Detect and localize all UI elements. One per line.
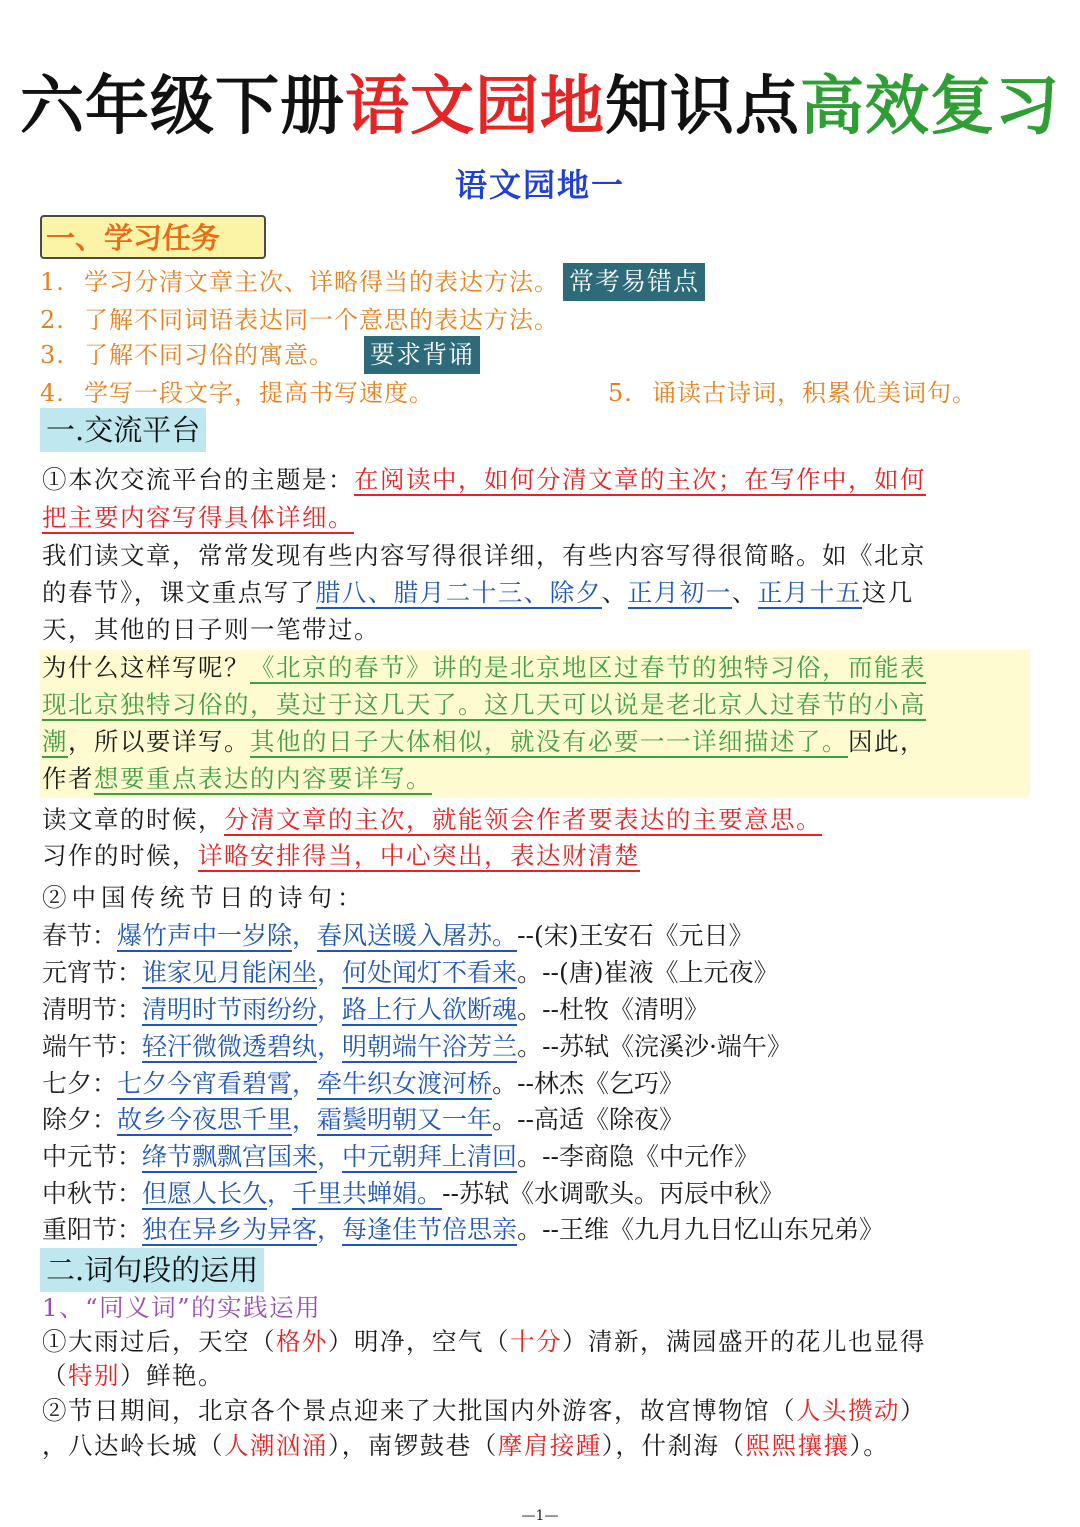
poem-verse: 每逢佳节倍思亲 — [342, 1215, 518, 1244]
poem-line — [42, 1139, 759, 1175]
why-text: 潮 — [42, 727, 68, 756]
why-text: 现北京独特习俗的，莫过于这几天了。这几天可以说是老北京人过春节的小高 — [42, 690, 926, 719]
subtitle: 语文园地一 — [454, 166, 625, 204]
poem-verse: 爆竹声中一岁除 — [117, 921, 293, 950]
poem-line — [42, 1066, 684, 1102]
tag-frequent-error: 常考易错点 — [563, 263, 705, 301]
poem-verse: 故乡今夜思千里 — [117, 1105, 293, 1134]
festival-name: 春节： — [42, 921, 118, 950]
text: 、 — [731, 578, 758, 607]
poem-source: 。--高适《除夜》 — [492, 1105, 684, 1134]
writing-key: 详略安排得当，中心突出，表达财清楚 — [198, 841, 640, 870]
text: ），什刹海（ — [601, 1431, 746, 1460]
title-part-grade: 六年级下册 — [20, 70, 345, 144]
poem-line — [42, 992, 709, 1028]
text: 习作的时候， — [42, 841, 198, 870]
poem-source: 。--苏轼《浣溪沙·端午》 — [517, 1032, 792, 1061]
why-line — [42, 761, 432, 797]
poem-sep: ， — [317, 1215, 343, 1244]
text: 的春节》，课文重点写了 — [42, 578, 316, 607]
answer-word: 人头攒动 — [796, 1396, 900, 1425]
festival-name: 中元节： — [42, 1142, 143, 1171]
festival-name: 清明节： — [42, 995, 143, 1024]
poem-verse: 但愿人长久 — [142, 1179, 268, 1208]
festival-name: 七夕： — [42, 1069, 118, 1098]
poem-verse: 轻汗微微透碧纨 — [142, 1032, 318, 1061]
highlight-dates: 正月初一 — [627, 578, 732, 607]
task-item — [40, 373, 434, 408]
task-item — [40, 300, 559, 335]
text: ，所以要详写。 — [68, 727, 250, 756]
reading-line — [42, 802, 822, 838]
theme-line — [42, 500, 354, 536]
why-line — [42, 724, 926, 760]
poem-verse: 路上行人欲断魂 — [342, 995, 518, 1024]
task-text: 了解不同词语表达同一个意思的表达方法。 — [84, 306, 559, 334]
text: ②节日期间，北京各个景点迎来了大批国内外游客，故宫博物馆（ — [42, 1396, 796, 1425]
poem-heading: ②中国传统节日的诗句： — [42, 883, 367, 912]
sentence-line — [42, 1428, 889, 1464]
writing-line — [42, 838, 640, 874]
poem-source: 。--王维《九月九日忆山东兄弟》 — [517, 1215, 884, 1244]
poem-sep: ， — [267, 1179, 293, 1208]
task-item — [608, 373, 977, 408]
answer-word: 摩肩接踵 — [497, 1431, 602, 1460]
highlight-dates: 正月十五 — [757, 578, 862, 607]
sentence-line — [42, 1393, 926, 1429]
why-line — [42, 650, 926, 686]
text: ） — [900, 1396, 926, 1425]
text: ）鲜艳。 — [120, 1361, 224, 1390]
poem-line — [42, 918, 753, 954]
sentence-line — [42, 1324, 926, 1360]
why-lead: 为什么这样写呢？ — [42, 653, 250, 682]
text: ，八达岭长城（ — [42, 1431, 224, 1460]
theme-lead: ①本次交流平台的主题是： — [42, 465, 354, 494]
title-part-knowledge: 知识点 — [605, 70, 800, 144]
poem-source: 。--杜牧《清明》 — [517, 995, 709, 1024]
task-number: 3. — [40, 341, 65, 369]
text: ）。 — [849, 1431, 890, 1460]
theme-text: 在阅读中，如何分清文章的主次；在写作中，如何 — [354, 465, 926, 494]
tag-recite: 要求背诵 — [364, 336, 480, 374]
theme-text: 把主要内容写得具体详细。 — [42, 503, 354, 532]
why-text: 想要重点表达的内容要详写。 — [94, 764, 432, 793]
text: ）清新，满园盛开的花儿也显得 — [562, 1327, 926, 1356]
task-text: 了解不同习俗的寓意。 — [84, 341, 334, 369]
poem-verse: 牵牛织女渡河桥 — [317, 1069, 493, 1098]
poem-line — [42, 955, 778, 991]
section-header-exchange: 一.交流平台 — [40, 408, 206, 452]
task-text: 诵读古诗词，积累优美词句。 — [652, 379, 977, 407]
poem-line — [42, 1029, 792, 1065]
section-header-words: 二.词句段的运用 — [40, 1248, 264, 1292]
task-header: 一、学习任务 — [40, 215, 266, 259]
poem-verse: 春风送暖入屠苏。 — [317, 921, 518, 950]
task-number: 5. — [608, 379, 633, 407]
text: 作者 — [42, 764, 94, 793]
text: 、 — [601, 578, 628, 607]
poem-verse: 明朝端午浴芳兰 — [342, 1032, 518, 1061]
why-text: 其他的日子大体相似，就没有必要一一详细描述了。 — [250, 727, 848, 756]
task-text: 学习分清文章主次、详略得当的表达方法。 — [84, 268, 559, 296]
page-title — [0, 62, 1080, 152]
poem-verse: 霜鬓明朝又一年 — [317, 1105, 493, 1134]
poem-sep: ， — [317, 958, 343, 987]
text: 这几 — [861, 578, 914, 607]
poem-source: --(宋)王安石《元日》 — [517, 921, 754, 950]
poem-sep: ， — [317, 1142, 343, 1171]
text: 因此， — [848, 727, 926, 756]
task-text: 学写一段文字，提高书写速度。 — [84, 379, 434, 407]
festival-name: 除夕： — [42, 1105, 118, 1134]
page-number: —1— — [521, 1508, 559, 1524]
poem-verse: 中元朝拜上清回 — [342, 1142, 518, 1171]
poem-sep: ， — [292, 921, 318, 950]
poem-verse: 独在异乡为异客 — [142, 1215, 318, 1244]
answer-word: 格外 — [276, 1327, 328, 1356]
task-number: 1. — [40, 268, 65, 296]
answer-word: 熙熙攘攘 — [745, 1431, 850, 1460]
poem-sep: ， — [292, 1105, 318, 1134]
task-item — [40, 335, 480, 374]
festival-name: 元宵节： — [42, 958, 143, 987]
poem-verse: 绛节飘飘宫国来 — [142, 1142, 318, 1171]
poem-verse: 清明时节雨纷纷 — [142, 995, 318, 1024]
poem-source: 。--林杰《乞巧》 — [492, 1069, 684, 1098]
text: ），南锣鼓巷（ — [328, 1431, 498, 1460]
poem-verse: 七夕今宵看碧霄 — [117, 1069, 293, 1098]
task-item — [40, 262, 705, 301]
why-line — [42, 687, 926, 723]
poem-source: --苏轼《水调歌头。丙辰中秋》 — [442, 1179, 784, 1208]
poem-verse: 千里共蝉娟。 — [292, 1179, 443, 1208]
subsection-synonym: 1、“同义词”的实践运用 — [42, 1293, 322, 1322]
theme-line — [42, 462, 926, 498]
paragraph-line: 我们读文章，常常发现有些内容写得很详细，有些内容写得很简略。如《北京 — [42, 541, 926, 570]
answer-word: 特别 — [68, 1361, 120, 1390]
text: ）明净，空气（ — [328, 1327, 510, 1356]
poem-source: 。--李商隐《中元作》 — [517, 1142, 759, 1171]
paragraph-line: 天，其他的日子则一笔带过。 — [42, 615, 380, 644]
poem-verse: 何处闻灯不看来 — [342, 958, 518, 987]
poem-line — [42, 1102, 684, 1138]
text: （ — [42, 1361, 68, 1390]
paragraph-line — [42, 575, 914, 611]
text: 读文章的时候， — [42, 805, 224, 834]
poem-sep: ， — [317, 995, 343, 1024]
answer-word: 人潮汹涌 — [224, 1431, 328, 1460]
festival-name: 中秋节： — [42, 1179, 143, 1208]
poem-verse: 谁家见月能闲坐 — [142, 958, 318, 987]
text: ①大雨过后，天空（ — [42, 1327, 276, 1356]
sentence-line — [42, 1358, 224, 1394]
task-number: 2. — [40, 306, 65, 334]
title-part-garden: 语文园地 — [345, 70, 605, 144]
highlight-dates: 腊八、腊月二十三、除夕 — [315, 578, 602, 607]
poem-line — [42, 1176, 784, 1212]
reading-key: 分清文章的主次，就能领会作者要表达的主要意思。 — [224, 805, 822, 834]
task-number: 4. — [40, 379, 65, 407]
why-text: 《北京的春节》讲的是北京地区过春节的独特习俗，而能表 — [250, 653, 926, 682]
poem-sep: ， — [292, 1069, 318, 1098]
festival-name: 重阳节： — [42, 1215, 143, 1244]
title-part-review: 高效复习 — [800, 70, 1060, 144]
festival-name: 端午节： — [42, 1032, 143, 1061]
poem-sep: ， — [317, 1032, 343, 1061]
poem-line — [42, 1212, 884, 1248]
poem-source: 。--(唐)崔液《上元夜》 — [517, 958, 779, 987]
answer-word: 十分 — [510, 1327, 562, 1356]
